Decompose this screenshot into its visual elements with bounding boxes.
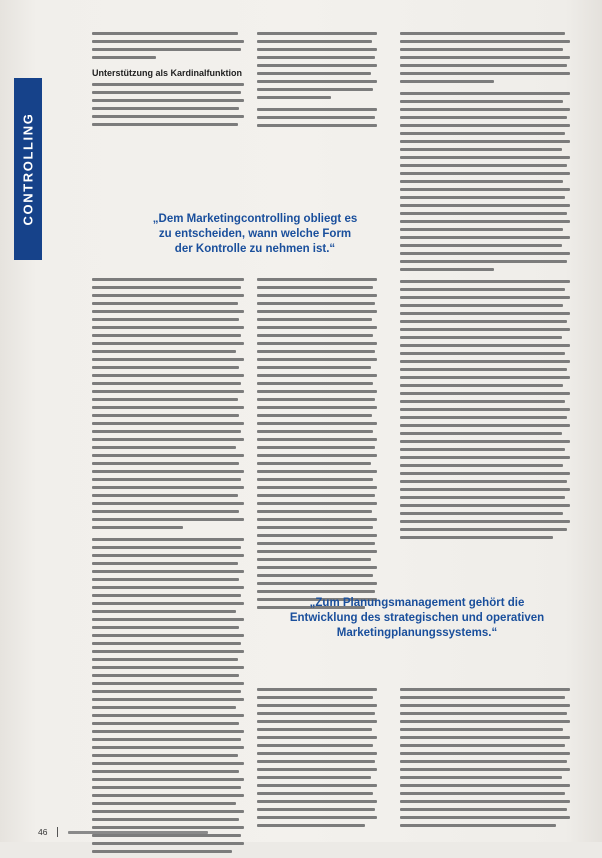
column-1-top <box>92 32 244 131</box>
column-1-middle <box>92 278 244 858</box>
column-3-top <box>400 32 570 544</box>
pull-quote-1: „Dem Marketingcontrolling obliegt es zu entscheiden, wann welche Form der Kontrolle zu nehmen ist.“ <box>152 213 358 255</box>
column-2-middle <box>257 278 377 614</box>
magazine-issue <box>68 831 208 834</box>
page-footer <box>38 826 208 838</box>
column-2-bottom <box>257 688 377 832</box>
page-number: 46 <box>38 827 48 837</box>
column-3-bottom <box>400 688 570 832</box>
footer-divider <box>57 827 58 837</box>
section-tab <box>14 78 42 260</box>
pull-quote-2: „Zum Planungsmanagement gehört die Entwicklung des strategischen und operativen Marketingplanungssystems.“ <box>289 597 545 639</box>
section-subheading: Unterstützung als Kardinalfunktion <box>92 68 243 78</box>
section-tab-label: CONTROLLING <box>20 112 36 226</box>
column-2-top <box>257 32 377 132</box>
